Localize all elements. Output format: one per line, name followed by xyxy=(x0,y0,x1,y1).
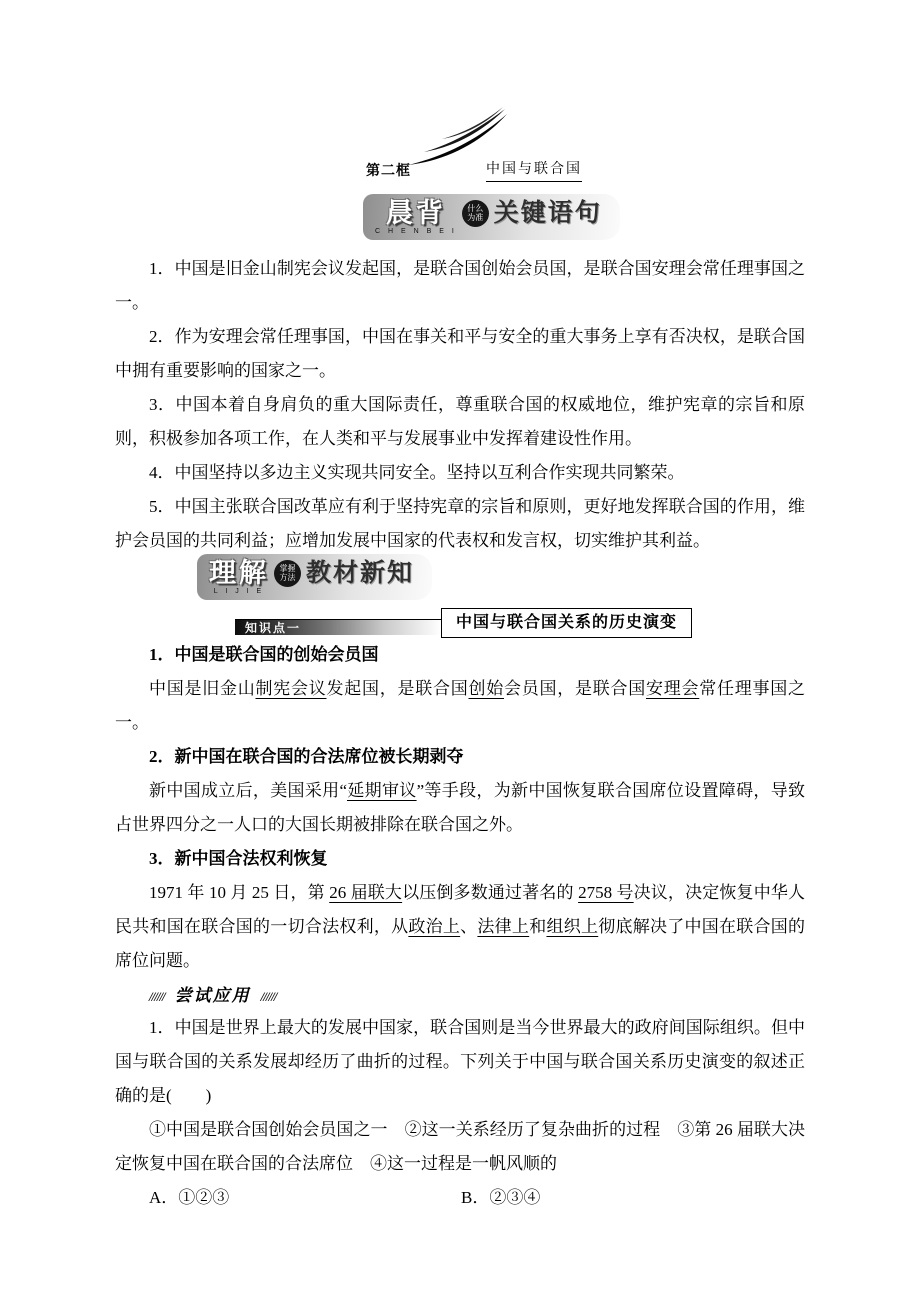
banner-chenbei-oval-top: 什么 xyxy=(467,203,484,213)
banner-lijie-left xyxy=(209,557,269,595)
knowledge-paragraph-3: 1971 年 10 月 25 日，第 26 届联大以压倒多数通过著名的 2758 号决议，决定恢复中华人民共和国在联合国的一切合法权利，从政治上、法律上和组织上彻底解决了中国在联合国的席位问题。 xyxy=(115,883,806,970)
answer-choice-b: B．②③④ xyxy=(461,1188,541,1207)
banner-chenbei-oval-bottom: 为准 xyxy=(467,213,484,222)
lijie-banner-zone xyxy=(115,558,805,606)
practice-banner xyxy=(149,982,805,1011)
knowledge-heading-3: 3．新中国合法权利恢复 xyxy=(149,849,328,868)
knowledge-heading-1: 1．中国是联合国的创始会员国 xyxy=(149,645,379,664)
knowledge-point-tag: 知识点一 xyxy=(245,621,302,635)
banner-chenbei-pinyin: C H E N B E I xyxy=(375,227,457,235)
key-points-list xyxy=(115,252,805,558)
knowledge-paragraph-2: 新中国成立后，美国采用“延期审议”等手段，为新中国恢复联合国席位设置障碍，导致占世界四分之一人口的大国长期被排除在联合国之外。 xyxy=(115,781,806,834)
banner-lijie-oval-label xyxy=(274,560,301,587)
hatch-decoration-left: ////// xyxy=(149,989,165,1004)
page-header xyxy=(115,0,805,252)
banner-lijie-main-text: 理解 xyxy=(209,557,269,588)
key-point-item: 1．中国是旧金山制宪会议发起国，是联合国创始会员国，是联合国安理会常任理事国之一。 xyxy=(115,259,805,312)
answer-choices-row xyxy=(115,1181,805,1215)
knowledge-paragraph-1: 中国是旧金山制宪会议发起国，是联合国创始会员国，是联合国安理会常任理事国之一。 xyxy=(115,679,805,732)
knowledge-point-tag-bar xyxy=(235,619,441,635)
knowledge-content xyxy=(115,638,805,978)
question-1-options: ①中国是联合国创始会员国之一 ②这一关系经历了复杂曲折的过程 ③第 26 届联大决定恢复中国在联合国的合法席位 ④这一过程是一帆风顺的 xyxy=(115,1120,805,1173)
key-point-item: 3．中国本着自身肩负的重大国际责任，尊重联合国的权威地位，维护宪章的宗旨和原则，积极参加各项工作，在人类和平与发展事业中发挥着建设性作用。 xyxy=(115,395,805,448)
banner-lijie-oval-top: 掌握 xyxy=(279,563,296,573)
key-point-item: 5．中国主张联合国改革应有利于坚持宪章的宗旨和原则，更好地发挥联合国的作用，维护会员国的共同利益；应增加发展中国家的代表权和发言权，切实维护其利益。 xyxy=(115,497,805,550)
swoosh-decoration-icon xyxy=(407,106,509,166)
knowledge-point-title: 中国与联合国关系的历史演变 xyxy=(441,608,692,638)
key-point-item: 2．作为安理会常任理事国，中国在事关和平与安全的重大事务上享有否决权，是联合国中拥有重要影响的国家之一。 xyxy=(115,327,805,380)
answer-choice-a: A．①②③ xyxy=(149,1188,230,1207)
knowledge-point-header xyxy=(235,608,805,638)
banner-chenbei-main-text: 晨背 xyxy=(385,197,446,228)
question-1-text: 1．中国是世界上最大的发展中国家，联合国则是当今世界最大的政府间国际组织。但中国与联合国的关系发展却经历了曲折的过程。下列关于中国与联合国关系历史演变的叙述正确的是( ) xyxy=(115,1018,805,1105)
knowledge-heading-2: 2．新中国在联合国的合法席位被长期剥夺 xyxy=(149,747,464,766)
lijie-banner xyxy=(197,554,432,600)
hatch-decoration-right: ////// xyxy=(260,989,277,1004)
banner-chenbei-left xyxy=(375,197,457,235)
section-label: 第二框 xyxy=(366,164,411,179)
key-point-item: 4．中国坚持以多边主义实现共同安全。坚持以互利合作实现共同繁荣。 xyxy=(149,463,685,482)
page-title: 中国与联合国 xyxy=(486,158,582,182)
banner-lijie-oval-bottom: 方法 xyxy=(279,573,296,582)
chenbei-banner xyxy=(363,194,620,240)
practice-label: 尝试应用 xyxy=(174,986,251,1005)
banner-lijie-title-text: 教材新知 xyxy=(306,559,415,587)
banner-chenbei-oval-label xyxy=(462,200,489,227)
banner-chenbei-title-text: 关键语句 xyxy=(493,199,602,227)
banner-lijie-pinyin: L I J I E xyxy=(213,587,265,595)
